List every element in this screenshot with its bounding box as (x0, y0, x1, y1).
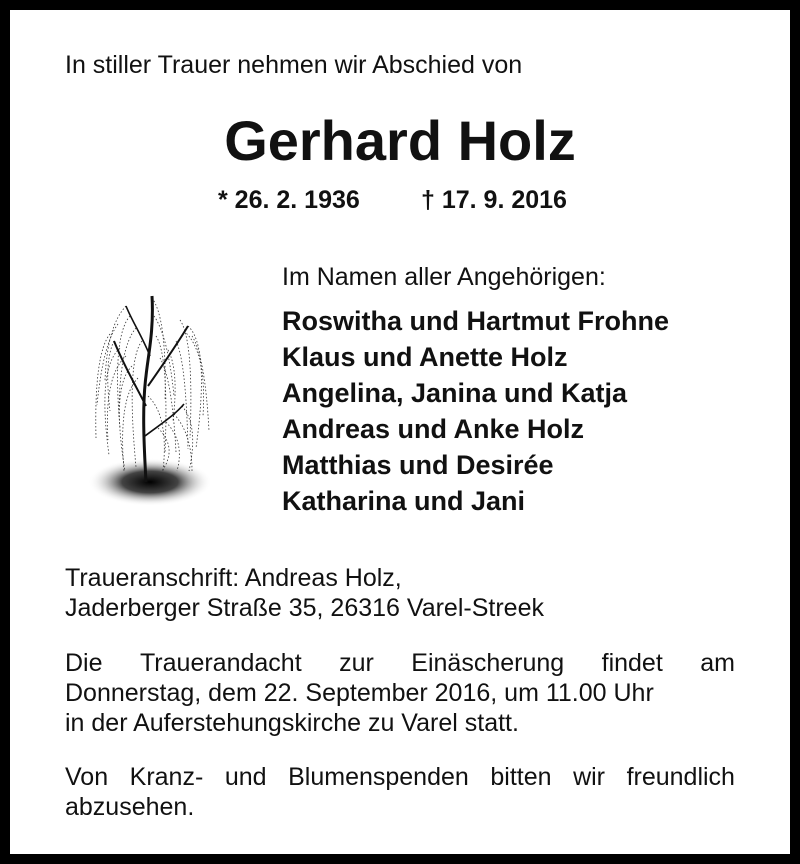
willow-strand (184, 331, 204, 416)
flowers-line: abzusehen. (65, 793, 195, 821)
deceased-name: Gerhard Holz (224, 109, 576, 172)
word: Einäscherung (411, 649, 565, 677)
word: am (700, 649, 735, 677)
word: Kranz- (129, 763, 204, 791)
family-member: Roswitha und Hartmut Frohne (282, 306, 669, 336)
family-member: Katharina und Jani (282, 486, 526, 516)
willow-strand (123, 378, 138, 471)
willow-strand (105, 348, 120, 455)
willow-strand (192, 336, 209, 431)
service-line-justified (65, 648, 735, 678)
word: freundlich (626, 763, 735, 791)
address-line: Traueranschrift: Andreas Holz, (65, 564, 402, 592)
willow-strand (188, 326, 201, 448)
willow-strand (156, 336, 166, 453)
willow-strand (108, 341, 114, 411)
family-member: Angelina, Janina und Katja (282, 378, 628, 408)
willow-strand (132, 341, 142, 467)
flowers-line-justified (65, 762, 735, 792)
death-date: † 17. 9. 2016 (421, 186, 567, 214)
word: findet (601, 649, 663, 677)
word: wir (573, 763, 606, 791)
willow-strand (119, 366, 132, 471)
word: bitten (490, 763, 552, 791)
word: und (224, 763, 267, 791)
birth-date: * 26. 2. 1936 (218, 186, 360, 214)
willow-strand (152, 298, 165, 401)
family-member: Klaus und Anette Holz (282, 342, 568, 372)
family-list (282, 303, 669, 519)
family-member: Matthias und Desirée (282, 450, 554, 480)
service-line: Donnerstag, dem 22. September 2016, um 11.00 Uhr (65, 679, 654, 707)
willow-strand (160, 358, 176, 452)
life-dates (0, 184, 800, 216)
weeping-willow-icon (84, 286, 214, 506)
word: Von (65, 763, 109, 791)
willow-strand (97, 324, 118, 405)
willow-strand (176, 341, 188, 449)
address-line: Jaderberger Straße 35, 26316 Varel-Streek (65, 594, 544, 622)
service-line: in der Auferstehungskirche zu Varel statt. (65, 709, 519, 737)
family-intro: Im Namen aller Angehörigen: (282, 263, 606, 291)
mourning-address (65, 563, 544, 623)
word: Blumenspenden (288, 763, 469, 791)
word: Trauerandacht (139, 649, 302, 677)
family-member: Andreas und Anke Holz (282, 414, 585, 444)
word: Die (65, 649, 103, 677)
word: zur (339, 649, 374, 677)
intro-text: In stiller Trauer nehmen wir Abschied von (65, 51, 523, 79)
service-paragraph (65, 648, 735, 738)
flowers-paragraph (65, 762, 735, 822)
